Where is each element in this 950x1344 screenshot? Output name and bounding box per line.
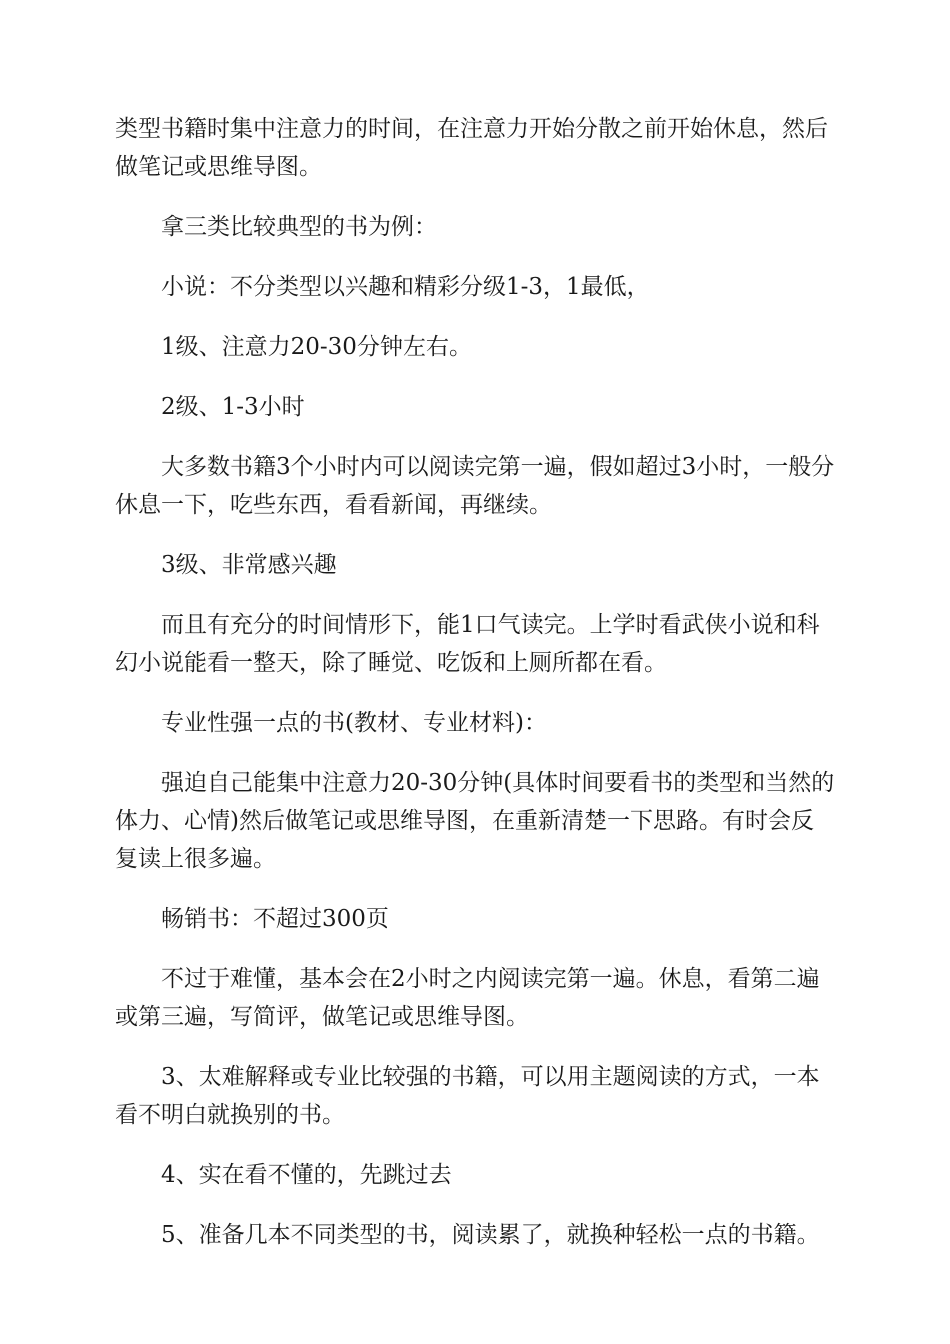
paragraph-level-2: 2级、1-3小时 <box>161 394 305 420</box>
paragraph-continuation: 类型书籍时集中注意力的时间，在注意力开始分散之前开始休息，然后做笔记或思维导图。 <box>115 116 828 180</box>
paragraph-bestseller-heading: 畅销书：不超过300页 <box>161 906 389 932</box>
paragraph-item-3: 3、太难解释或专业比较强的书籍，可以用主题阅读的方式，一本看不明白就换别的书。 <box>115 1064 820 1128</box>
paragraph-professional-detail: 强迫自己能集中注意力20-30分钟(具体时间要看书的类型和当然的体力、心情)然后做笔记或思维导图，在重新清楚一下思路。有时会反复读上很多遍。 <box>115 770 835 872</box>
paragraph-bestseller-detail: 不过于难懂，基本会在2小时之内阅读完第一遍。休息，看第二遍或第三遍，写简评，做笔记或思维导图。 <box>115 966 820 1030</box>
paragraph-level-1: 1级、注意力20-30分钟左右。 <box>161 334 472 360</box>
paragraph-professional-heading: 专业性强一点的书(教材、专业材料)： <box>161 710 547 736</box>
document-body <box>115 110 835 1276</box>
paragraph-level-3-detail: 而且有充分的时间情形下，能1口气读完。上学时看武侠小说和科幻小说能看一整天，除了睡觉、吃饭和上厕所都在看。 <box>115 612 820 676</box>
paragraph-level-2-detail: 大多数书籍3个小时内可以阅读完第一遍，假如超过3小时，一般分休息一下，吃些东西，看看新闻，再继续。 <box>115 454 835 518</box>
paragraph-item-4: 4、实在看不懂的，先跳过去 <box>161 1162 452 1188</box>
paragraph-intro-three-types: 拿三类比较典型的书为例： <box>161 214 437 240</box>
paragraph-level-3: 3级、非常感兴趣 <box>161 552 337 578</box>
paragraph-item-5: 5、准备几本不同类型的书，阅读累了，就换种轻松一点的书籍。 <box>161 1222 820 1248</box>
paragraph-novel-heading: 小说：不分类型以兴趣和精彩分级1-3，1最低， <box>161 274 650 300</box>
